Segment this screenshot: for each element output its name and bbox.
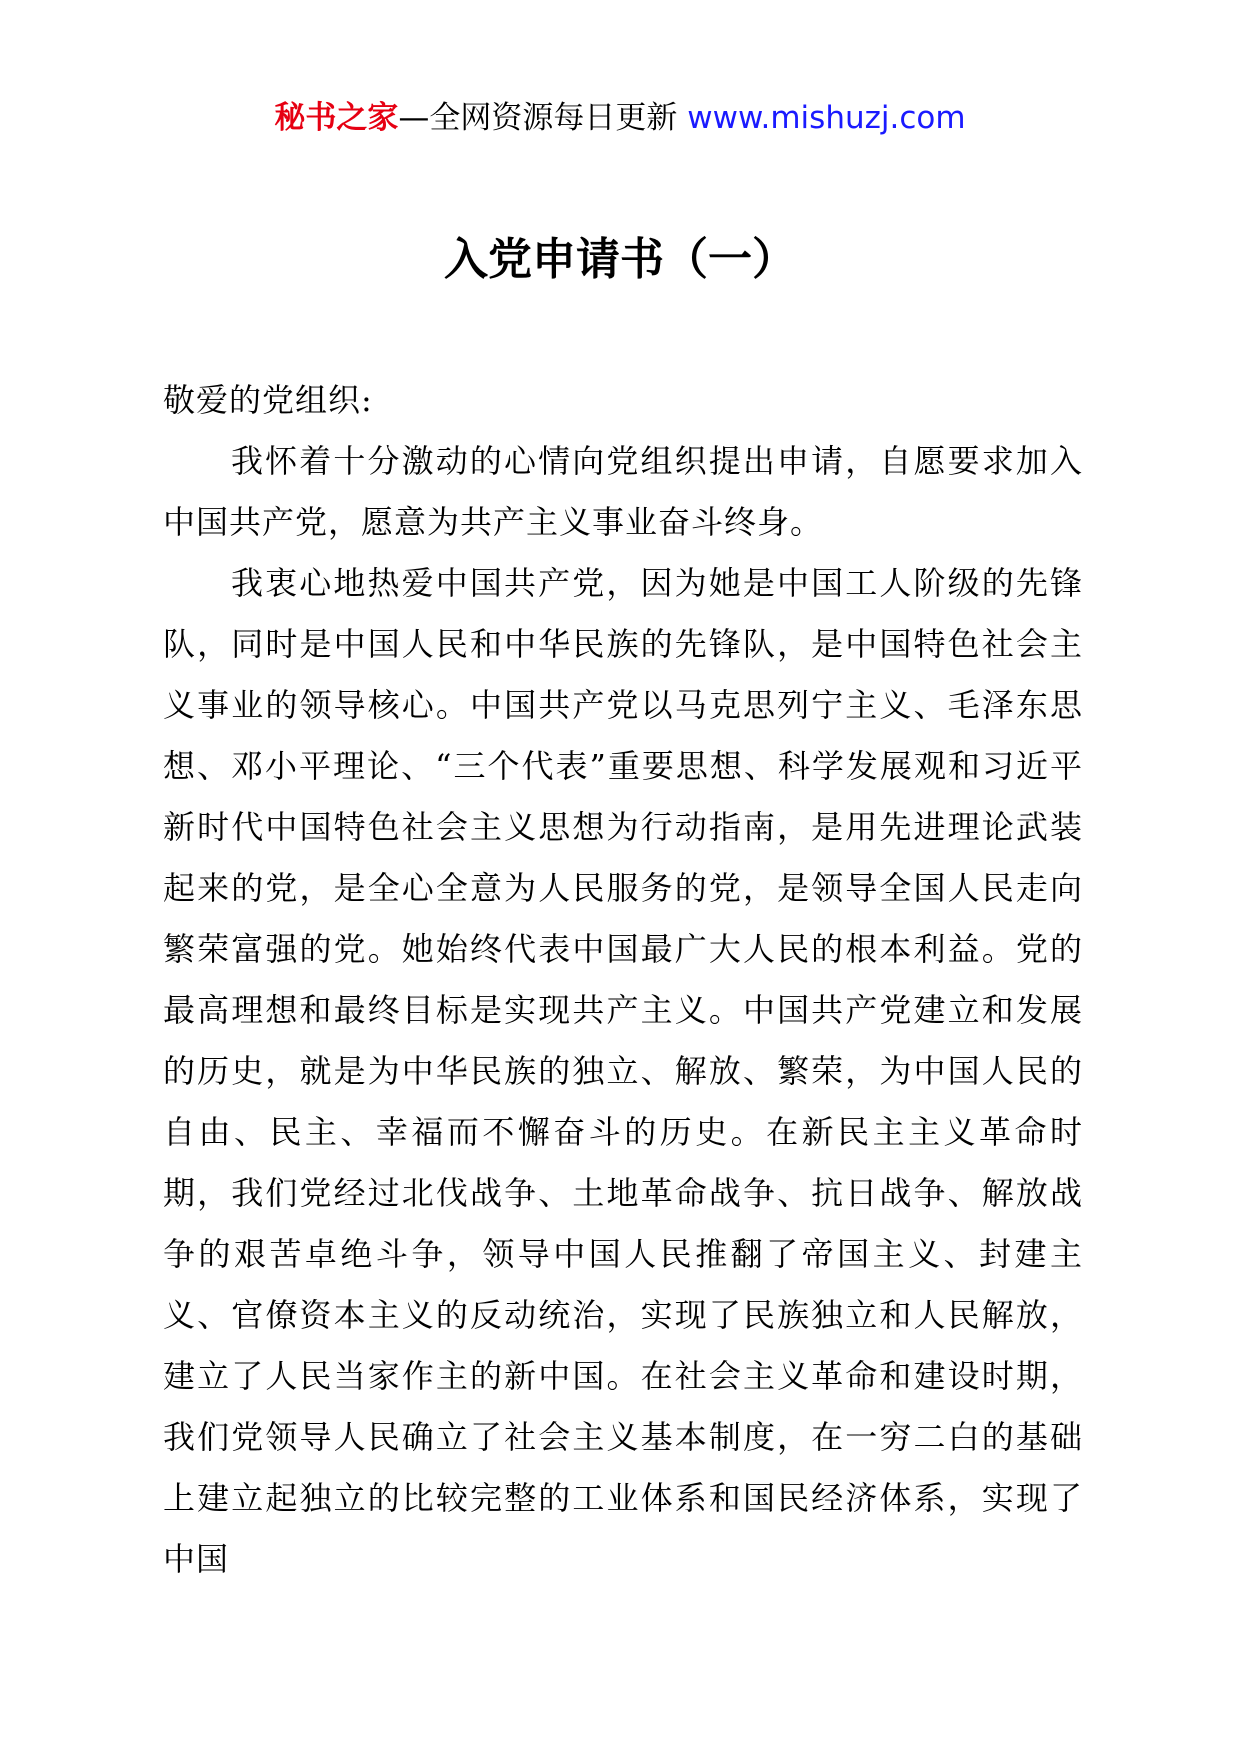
site-url-link[interactable]: www.mishuzj.com (687, 100, 966, 136)
document-title: 入党申请书（一） (444, 234, 796, 285)
site-brand: 秘书之家 (274, 100, 399, 136)
site-slogan: —全网资源每日更新 (398, 100, 688, 136)
paragraph-1: 我怀着十分激动的心情向党组织提出申请，自愿要求加入中国共产党，愿意为共产主义事业奋斗终身。 (163, 442, 1083, 541)
site-header (0, 98, 1240, 138)
salutation: 敬爱的党组织: (163, 381, 373, 419)
document-body (163, 370, 1083, 1590)
paragraph-2: 我衷心地热爱中国共产党，因为她是中国工人阶级的先锋队，同时是中国人民和中华民族的先锋队，是中国特色社会主义事业的领导核心。中国共产党以马克思列宁主义、毛泽东思想、邓小平理论、“三个代表”重要思想、科学发展观和习近平新时代中国特色社会主义思想为行动指南，是用先进理论武装起来的党，是全心全意为人民服务的党，是领导全国人民走向繁荣富强的党。她始终代表中国最广大人民的根本利益。党的最高理想和最终目标是实现共产主义。中国共产党建立和发展的历史，就是为中华民族的独立、解放、繁荣，为中国人民的自由、民主、幸福而不懈奋斗的历史。在新民主主义革命时期，我们党经过北伐战争、土地革命战争、抗日战争、解放战争的艰苦卓绝斗争，领导中国人民推翻了帝国主义、封建主义、官僚资本主义的反动统治，实现了民族独立和人民解放，建立了人民当家作主的新中国。在社会主义革命和建设时期，我们党领导人民确立了社会主义基本制度，在一穷二白的基础上建立起独立的比较完整的工业体系和国民经济体系，实现了中国 (163, 564, 1083, 1578)
